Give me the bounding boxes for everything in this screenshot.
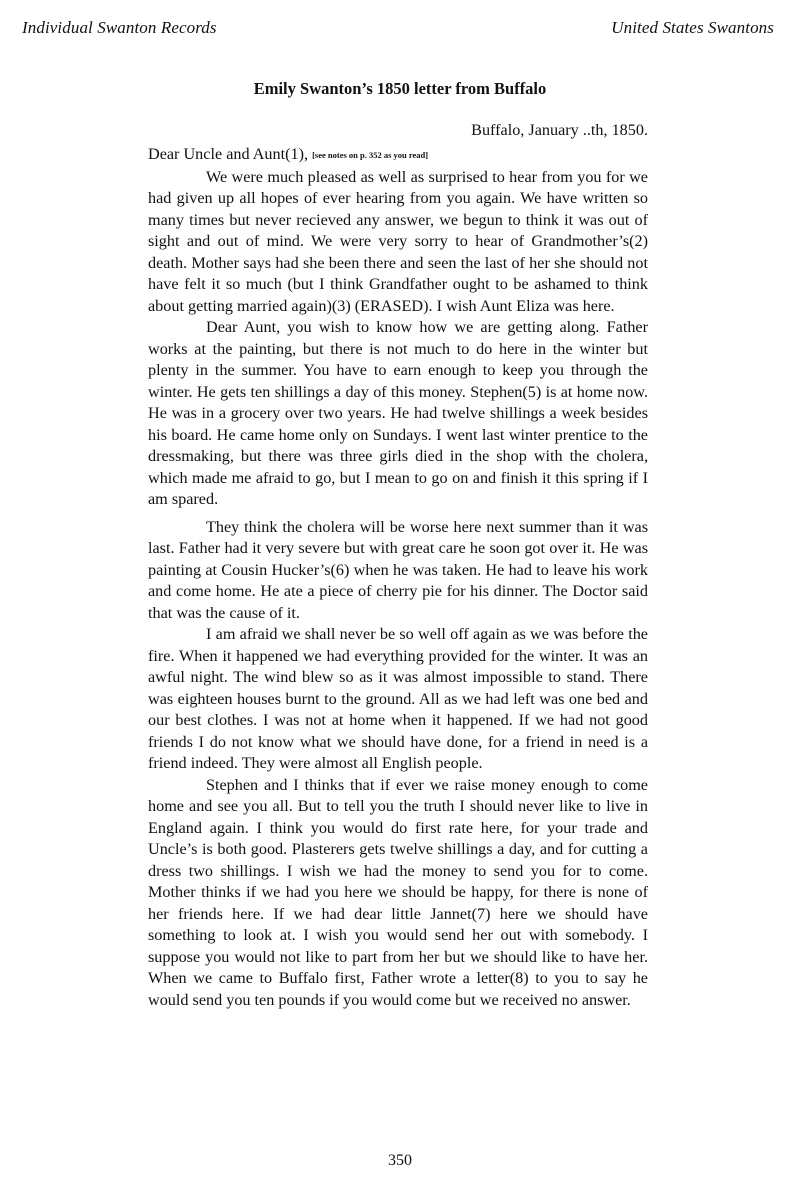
letter-paragraph: I am afraid we shall never be so well off again as we was before the fire. When it happened we had everything provided for the winter. It was an awful night. The wind blew so as it was almost impossible to stand. There was eighteen houses burnt to the ground. All as we had left was one bed and our best clothes. I was not at home when it happened. If we had not good friends I do not know what we should have done, for a friend in need is a friend indeed. They were almost all English people. [148,625,648,772]
letter-paragraph: We were much pleased as well as surprised to hear from you for we had given up all hopes of ever hearing from you again. We have written so many times but never recieved any answer, we begun to think it was out of sight and out of mind. We were very sorry to hear of Grandmother’s(2) death. Mother says had she been there and seen the last of her she should not have felt it so much (but I think Grandfather ought to be ashamed to think about getting married again)(3) (ERASED). I wish Aunt Eliza was here. [148,167,648,315]
letter-dateline: Buffalo, January ..th, 1850. [471,121,648,139]
letter-paragraph: They think the cholera will be worse here next summer than it was last. Father had it very severe but with great care he soon got over it. He was painting at Cousin Hucker’s(6) when he was taken. He had to leave his work and come home. He ate a piece of cherry pie for his dinner. The Doctor said that was the cause of it. [148,517,648,622]
letter-salutation [148,144,648,167]
letter-paragraph: Dear Aunt, you wish to know how we are getting along. Father works at the painting, but there is not much to do here in the winter but plenty in the summer. You have to earn enough to keep you through the winter. He gets ten shillings a day of this money. Stephen(5) is at home now. He was in a grocery over two years. He had twelve shillings a week besides his board. He came home only on Sundays. I went last winter prentice to the dressmaking, but there was three girls died in the shop with the cholera, which made me afraid to go, but I mean to go on and finish it this spring if I am spared. [148,318,648,508]
letter-paragraph: Stephen and I thinks that if ever we raise money enough to come home and see you all. But to tell you the truth I should never like to live in England again. I think you would do first rate here, for your trade and Uncle’s is both good. Plasterers gets twelve shillings a day, and for cutting a dress two shillings. I wish we had the money to send you for to come. Mother thinks if we had you here we should be happy, for there is none of her friends here. If we had dear little Jannet(7) here we should have something to look at. I wish you would send her out with somebody. I suppose you would not like to part from her but we should like to have her. When we came to Buffalo first, Father wrote a letter(8) to you to say he would send you ten pounds if you would come but we received no answer. [148,775,648,1009]
page-number: 350 [388,1152,412,1169]
letter-body [148,116,648,1011]
running-header [22,18,774,38]
header-left-title: Individual Swanton Records [22,18,217,37]
salutation-text: Dear Uncle and Aunt(1), [148,145,309,163]
letter-title: Emily Swanton’s 1850 letter from Buffalo [253,79,547,98]
editorial-note: [see notes on p. 352 as you read] [312,150,429,160]
header-right-title: United States Swantons [611,18,774,37]
